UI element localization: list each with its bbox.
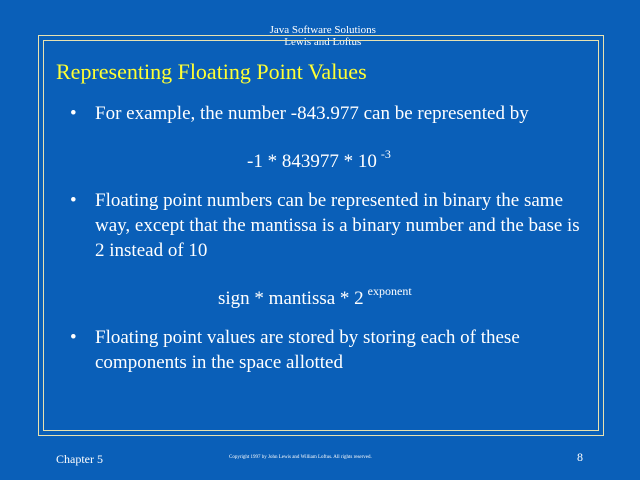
formula-general <box>218 284 412 310</box>
bullet-item <box>70 101 590 126</box>
footer-page-number: 8 <box>577 450 583 464</box>
formula-exponent: exponent <box>367 284 412 298</box>
header-authors: Lewis and Loftus <box>284 36 362 48</box>
bullet-marker: • <box>70 327 77 348</box>
slide-title: Representing Floating Point Values <box>56 59 367 84</box>
formula-base: -1 * 843977 * 10 <box>247 151 377 172</box>
footer-chapter: Chapter 5 <box>56 452 103 466</box>
bullet-marker: • <box>70 190 77 211</box>
bullet-text: Floating point values are stored by storing each of these components in the space allotted <box>95 327 520 373</box>
header-book-title: Java Software Solutions <box>269 24 376 36</box>
bullet-item <box>70 325 590 375</box>
formula-example <box>247 147 391 173</box>
bullet-text: For example, the number -843.977 can be represented by <box>95 103 529 124</box>
bullet-item <box>70 188 590 263</box>
bullet-text: Floating point numbers can be represented in binary the same way, except that the mantissa is a binary number and the base is 2 instead of 10 <box>95 190 580 261</box>
formula-exponent: -3 <box>380 147 391 161</box>
footer-copyright: Copyright 1997 by John Lewis and William Loftus. All rights reserved. <box>229 455 372 460</box>
bullet-marker: • <box>70 103 77 124</box>
formula-base: sign * mantissa * 2 <box>218 288 364 309</box>
